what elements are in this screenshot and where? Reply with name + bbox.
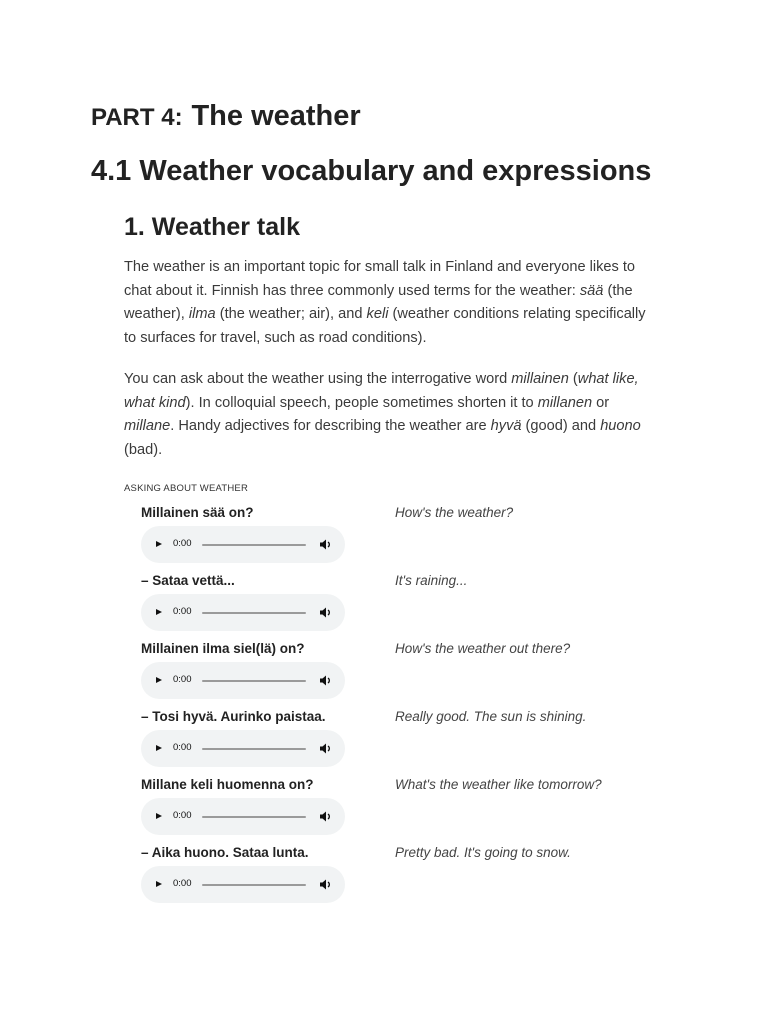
audio-player bbox=[141, 662, 345, 699]
term-what-like: what like, what kind bbox=[124, 371, 639, 411]
section-title: 4.1 Weather vocabulary and expressions bbox=[91, 155, 652, 187]
audio-player bbox=[141, 798, 345, 835]
dialogue-line bbox=[0, 776, 768, 844]
paragraph-text: ). In colloquial speech, people sometimes shorten it to bbox=[185, 394, 538, 411]
progress-slider[interactable] bbox=[202, 748, 306, 750]
time-display: 0:00 bbox=[173, 878, 192, 889]
audio-player bbox=[141, 526, 345, 563]
subsection-title: 1. Weather talk bbox=[124, 213, 301, 241]
part-name: The weather bbox=[191, 100, 361, 132]
dialogue-line bbox=[0, 640, 768, 708]
term-millainen: millainen bbox=[511, 371, 569, 387]
interrogative-paragraph bbox=[124, 368, 654, 462]
audio-player bbox=[141, 594, 345, 631]
time-display: 0:00 bbox=[173, 674, 192, 685]
paragraph-text: You can ask about the weather using the interrogative word bbox=[124, 371, 512, 387]
time-display: 0:00 bbox=[173, 742, 192, 753]
paragraph-text: (the weather), bbox=[124, 282, 633, 322]
english-translation: Really good. The sun is shining. bbox=[395, 709, 587, 724]
paragraph-text: The weather is an important topic for small talk in Finland and everyone likes to chat about it. Finnish has three commonly used terms for the weather: bbox=[124, 259, 636, 299]
play-icon[interactable] bbox=[151, 877, 166, 892]
english-translation: Pretty bad. It's going to snow. bbox=[395, 845, 571, 860]
dialogue-line bbox=[0, 504, 768, 572]
term-keli: keli bbox=[366, 306, 389, 322]
time-display: 0:00 bbox=[173, 606, 192, 617]
term-millane: millane bbox=[124, 418, 171, 434]
volume-icon[interactable] bbox=[318, 741, 334, 756]
volume-icon[interactable] bbox=[318, 605, 334, 620]
dialogue-heading: ASKING ABOUT WEATHER bbox=[124, 483, 249, 494]
audio-player bbox=[141, 866, 345, 903]
term-hyva: hyvä bbox=[490, 418, 522, 434]
english-translation: How's the weather? bbox=[395, 505, 514, 520]
english-translation: How's the weather out there? bbox=[395, 641, 571, 656]
play-icon[interactable] bbox=[151, 673, 166, 688]
progress-slider[interactable] bbox=[202, 544, 306, 546]
finnish-phrase: Millainen sää on? bbox=[141, 505, 254, 520]
english-translation: It's raining... bbox=[395, 573, 468, 588]
progress-slider[interactable] bbox=[202, 884, 306, 886]
finnish-phrase: – Sataa vettä... bbox=[141, 573, 235, 588]
progress-slider[interactable] bbox=[202, 816, 306, 818]
term-saa: sää bbox=[579, 282, 604, 299]
finnish-phrase: Millainen ilma siel(lä) on? bbox=[141, 641, 305, 656]
paragraph-text: (weather conditions relating specifically to surfaces for travel, such as road conditions). bbox=[124, 306, 646, 346]
intro-paragraph bbox=[124, 256, 654, 350]
dialogue-line bbox=[0, 844, 768, 912]
paragraph-text: (the weather; air), and bbox=[215, 306, 367, 322]
volume-icon[interactable] bbox=[318, 877, 334, 892]
paragraph-text: . Handy adjectives for describing the weather are bbox=[170, 418, 491, 434]
term-millanen: millanen bbox=[537, 394, 593, 411]
part-title bbox=[91, 96, 361, 133]
term-ilma: ilma bbox=[188, 306, 216, 322]
volume-icon[interactable] bbox=[318, 673, 334, 688]
english-translation: What's the weather like tomorrow? bbox=[395, 777, 602, 792]
dialogue-line bbox=[0, 708, 768, 776]
finnish-phrase: – Tosi hyvä. Aurinko paistaa. bbox=[141, 709, 326, 724]
paragraph-text: or bbox=[592, 394, 610, 411]
term-huono: huono bbox=[600, 418, 641, 434]
finnish-phrase: – Aika huono. Sataa lunta. bbox=[141, 845, 309, 860]
paragraph-text: (bad). bbox=[124, 441, 163, 458]
progress-slider[interactable] bbox=[202, 680, 306, 682]
dialogue-line bbox=[0, 572, 768, 640]
play-icon[interactable] bbox=[151, 809, 166, 824]
progress-slider[interactable] bbox=[202, 612, 306, 614]
finnish-phrase: Millane keli huomenna on? bbox=[141, 777, 314, 792]
paragraph-text: ( bbox=[568, 371, 578, 387]
paragraph-text: (good) and bbox=[521, 418, 601, 434]
volume-icon[interactable] bbox=[318, 537, 334, 552]
time-display: 0:00 bbox=[173, 810, 192, 821]
play-icon[interactable] bbox=[151, 537, 166, 552]
play-icon[interactable] bbox=[151, 605, 166, 620]
volume-icon[interactable] bbox=[318, 809, 334, 824]
audio-player bbox=[141, 730, 345, 767]
time-display: 0:00 bbox=[173, 538, 192, 549]
part-prefix: PART 4: bbox=[91, 104, 183, 131]
play-icon[interactable] bbox=[151, 741, 166, 756]
